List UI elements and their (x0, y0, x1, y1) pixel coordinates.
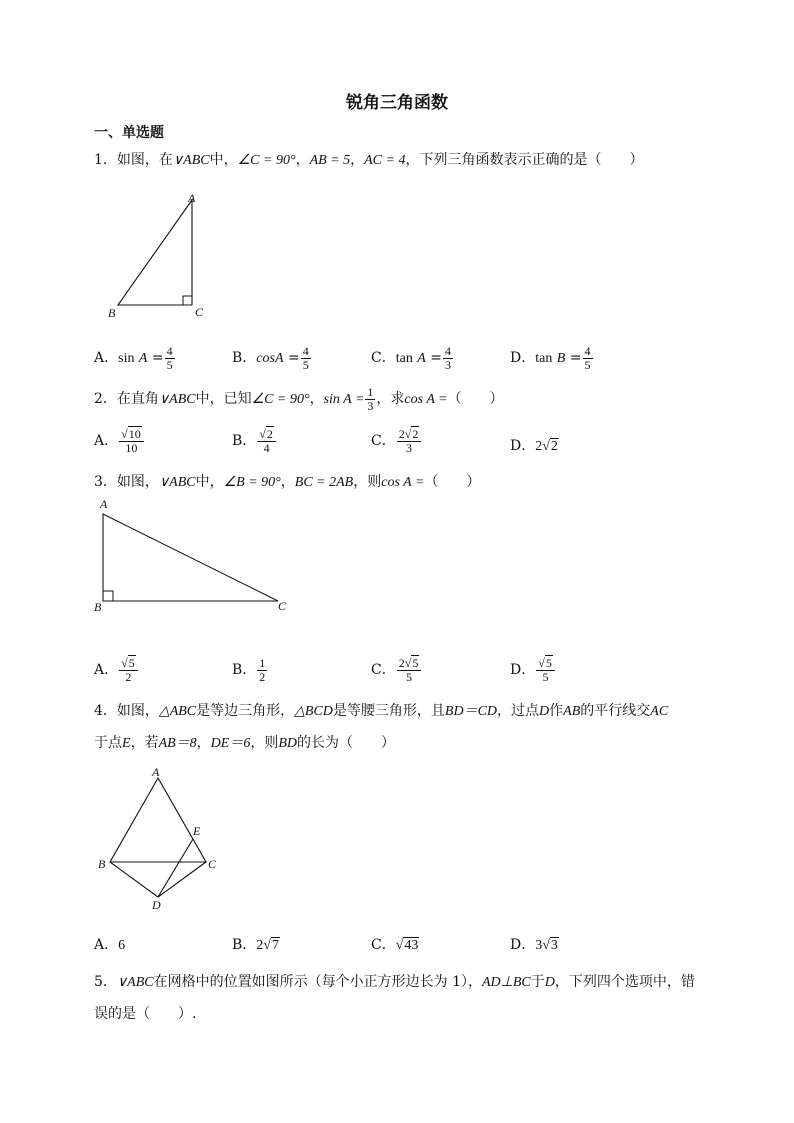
label-a: A (152, 765, 160, 779)
right-angle-mark (103, 591, 113, 601)
q3-option-b[interactable]: B． $\frac{1}{2}$ (232, 656, 266, 684)
segment-bd (110, 862, 158, 897)
segment-de (158, 839, 193, 897)
q2-option-c[interactable]: C． $\frac{2√2}{3}$ (371, 428, 422, 454)
q1-option-c[interactable]: C．tan A = $\frac{4}{3}$ (371, 344, 452, 372)
label-b: B (108, 306, 116, 320)
q3-option-a[interactable]: A． $\frac{√5}{2}$ (94, 657, 139, 683)
q4-option-a[interactable]: A．6 (94, 937, 126, 953)
label-b: B (98, 857, 106, 871)
q1-option-d[interactable]: D．tan B = $\frac{4}{5}$ (510, 344, 591, 372)
question-5-line-1: 5．∨ABC在网格中的位置如图所示（每个小正方形边长为 1），AD⊥BC于D，下列四个选项中，错 (94, 974, 695, 990)
q4-option-b[interactable]: B．2√7 (232, 937, 279, 953)
figure-4-triangles (92, 762, 222, 914)
label-a: A (100, 497, 108, 511)
label-e: E (193, 824, 201, 838)
q2-option-d[interactable]: D．2√2 (510, 438, 558, 454)
question-4-line-2: 于点E，若AB＝8，DE＝6，则BD的长为（ ） (94, 735, 396, 751)
label-b: B (94, 600, 102, 614)
q1-option-b[interactable]: B．cosA = $\frac{4}{5}$ (232, 344, 309, 372)
section-heading: 一、单选题 (94, 125, 164, 141)
q2-option-b[interactable]: B． $\frac{√2}{4}$ (232, 428, 277, 454)
question-1-stem: 1．如图，在∨ABC中，∠C = 90°，AB = 5，AC = 4，下列三角函数表示正确的是（ ） (94, 152, 644, 168)
question-4-line-1: 4．如图，△ABC是等边三角形，△BCD是等腰三角形，且BD＝CD，过点D作AB的平行线交AC (94, 703, 669, 719)
q3-option-d[interactable]: D． $\frac{√5}{5}$ (510, 657, 556, 683)
figure-1-right-triangle (104, 188, 214, 320)
triangle-abc (118, 200, 192, 305)
question-5-line-2: 误的是（ ）. (94, 1006, 197, 1022)
page-title: 锐角三角函数 (346, 93, 448, 113)
question-3-stem: 3．如图，∨ABC中，∠B = 90°，BC = 2AB，则cos A =（ ） (94, 474, 481, 490)
label-c: C (278, 599, 287, 613)
q2-option-a[interactable]: A． $\frac{√10}{10}$ (94, 428, 145, 454)
q3-option-c[interactable]: C． $\frac{2√5}{5}$ (371, 657, 422, 683)
label-a: A (188, 191, 196, 205)
triangle-abc (103, 514, 278, 601)
triangle-abc (110, 778, 206, 862)
figure-3-right-triangle (90, 496, 300, 614)
q1-option-a[interactable]: A．sin A = $\frac{4}{5}$ (94, 344, 173, 372)
label-c: C (208, 857, 217, 871)
label-c: C (195, 305, 204, 319)
right-angle-mark (183, 296, 192, 305)
question-2-stem: 2．在直角∨ABC中，已知∠C = 90°，sin A = $\frac{1}{3}$ ，求cos A =（ ） (94, 385, 504, 413)
q4-option-d[interactable]: D．3√3 (510, 937, 558, 953)
segment-cd (158, 862, 206, 897)
label-d: D (152, 898, 161, 912)
q4-option-c[interactable]: C．√43 (371, 937, 419, 953)
